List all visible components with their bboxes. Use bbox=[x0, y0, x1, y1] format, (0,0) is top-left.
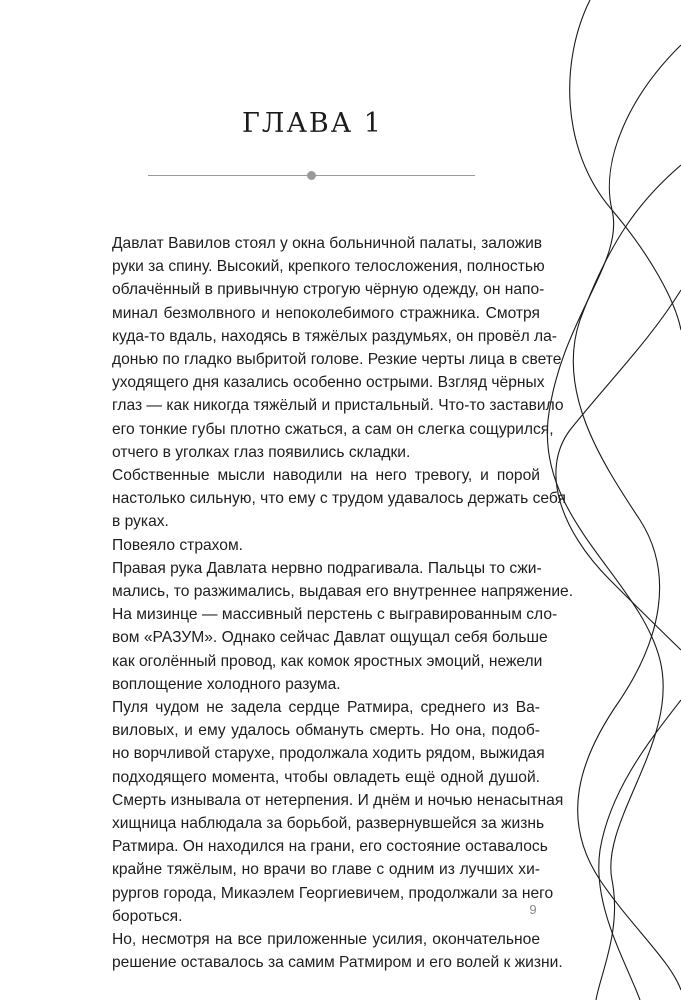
text-line: настолько сильную, что ему с трудом удавалось держать себя bbox=[112, 490, 566, 508]
text-line: Ратмира. Он находился на грани, его состояние оставалось bbox=[112, 838, 548, 856]
wave-line-2 bbox=[547, 45, 681, 1000]
text-line: минал безмолвного и непоколебимого стражника. Смотря bbox=[112, 304, 540, 322]
text-line: глаз — как никогда тяжёлый и пристальный. Что-то заставило bbox=[112, 397, 564, 415]
text-line: донью по гладко выбритой голове. Резкие черты лица в свете bbox=[112, 351, 562, 369]
text-line: хищница наблюдала за борьбой, развернувшейся за жизнь bbox=[112, 815, 545, 833]
paragraph bbox=[86, 534, 540, 557]
text-line: виловых, и ему удалось обмануть смерть. Но она, подоб- bbox=[112, 722, 540, 740]
paragraph bbox=[86, 928, 563, 974]
text-line: но ворчливой старухе, продолжала ходить рядом, выжидая bbox=[112, 745, 545, 763]
text-line: бороться. bbox=[112, 907, 183, 925]
text-line: решение оставалось за самим Ратмиром и его волей к жизни. bbox=[112, 954, 563, 972]
text-line: Но, несмотря на все приложенные усилия, окончательное bbox=[112, 931, 540, 949]
text-line: Собственные мысли наводили на него тревогу, и порой bbox=[112, 467, 540, 485]
wave-line-1 bbox=[570, 0, 681, 330]
text-line: облачённый в привычную строгую чёрную одежду, он напо- bbox=[112, 281, 545, 299]
text-line: Давлат Вавилов стоял у окна больничной палаты, заложив bbox=[112, 235, 543, 252]
chapter-body bbox=[86, 232, 574, 975]
divider-dot bbox=[307, 171, 316, 180]
text-line: Повеяло страхом. bbox=[112, 536, 244, 554]
text-line: Пуля чудом не задела сердце Ратмира, среднего из Ва- bbox=[112, 699, 540, 717]
text-line: крайне тяжёлым, но врачи во главе с одним из лучших хи- bbox=[112, 861, 540, 879]
paragraph bbox=[86, 557, 574, 696]
page-number: 9 bbox=[529, 902, 537, 917]
text-line: рургов города, Микаэлем Георгиевичем, продолжали за него bbox=[112, 884, 554, 902]
text-line: как оголённый провод, как комок яростных эмоций, нежели bbox=[112, 652, 543, 670]
wave-line-5 bbox=[599, 700, 681, 1000]
text-line: куда-то вдаль, находясь в тяжёлых раздумьях, он провёл ла- bbox=[112, 327, 557, 345]
text-line: его тонкие губы плотно сжаться, а сам он слегка сощурился, bbox=[112, 420, 554, 438]
text-line: вом «РАЗУМ». Однако сейчас Давлат ощущал себя больше bbox=[112, 629, 548, 647]
paragraph bbox=[86, 232, 564, 464]
text-line: руки за спину. Высокий, крепкого телосложения, полностью bbox=[112, 258, 545, 276]
text-line: уходящего дня казались особенно острыми. Взгляд чёрных bbox=[112, 374, 545, 392]
text-line: Смерть изнывала от нетерпения. И днём и ночью ненасытная bbox=[112, 791, 564, 809]
text-line: воплощение холодного разума. bbox=[112, 675, 341, 693]
text-line: На мизинце — массивный перстень с выгравированным сло- bbox=[112, 606, 558, 624]
text-line: отчего в уголках глаз появились складки. bbox=[112, 443, 411, 461]
text-line: в руках. bbox=[112, 513, 169, 531]
paragraph bbox=[86, 464, 566, 534]
wave-line-3 bbox=[573, 165, 681, 990]
paragraph bbox=[86, 696, 564, 928]
text-line: Правая рука Давлата нервно подрагивала. Пальцы то сжи- bbox=[112, 559, 542, 577]
text-line: подходящего момента, чтобы овладеть ещё одной душой. bbox=[112, 768, 540, 786]
text-line: мались, то разжимались, выдавая его внутреннее напряжение. bbox=[112, 583, 574, 601]
ornamental-divider bbox=[148, 170, 475, 182]
chapter-title: ГЛАВА 1 bbox=[242, 108, 383, 139]
